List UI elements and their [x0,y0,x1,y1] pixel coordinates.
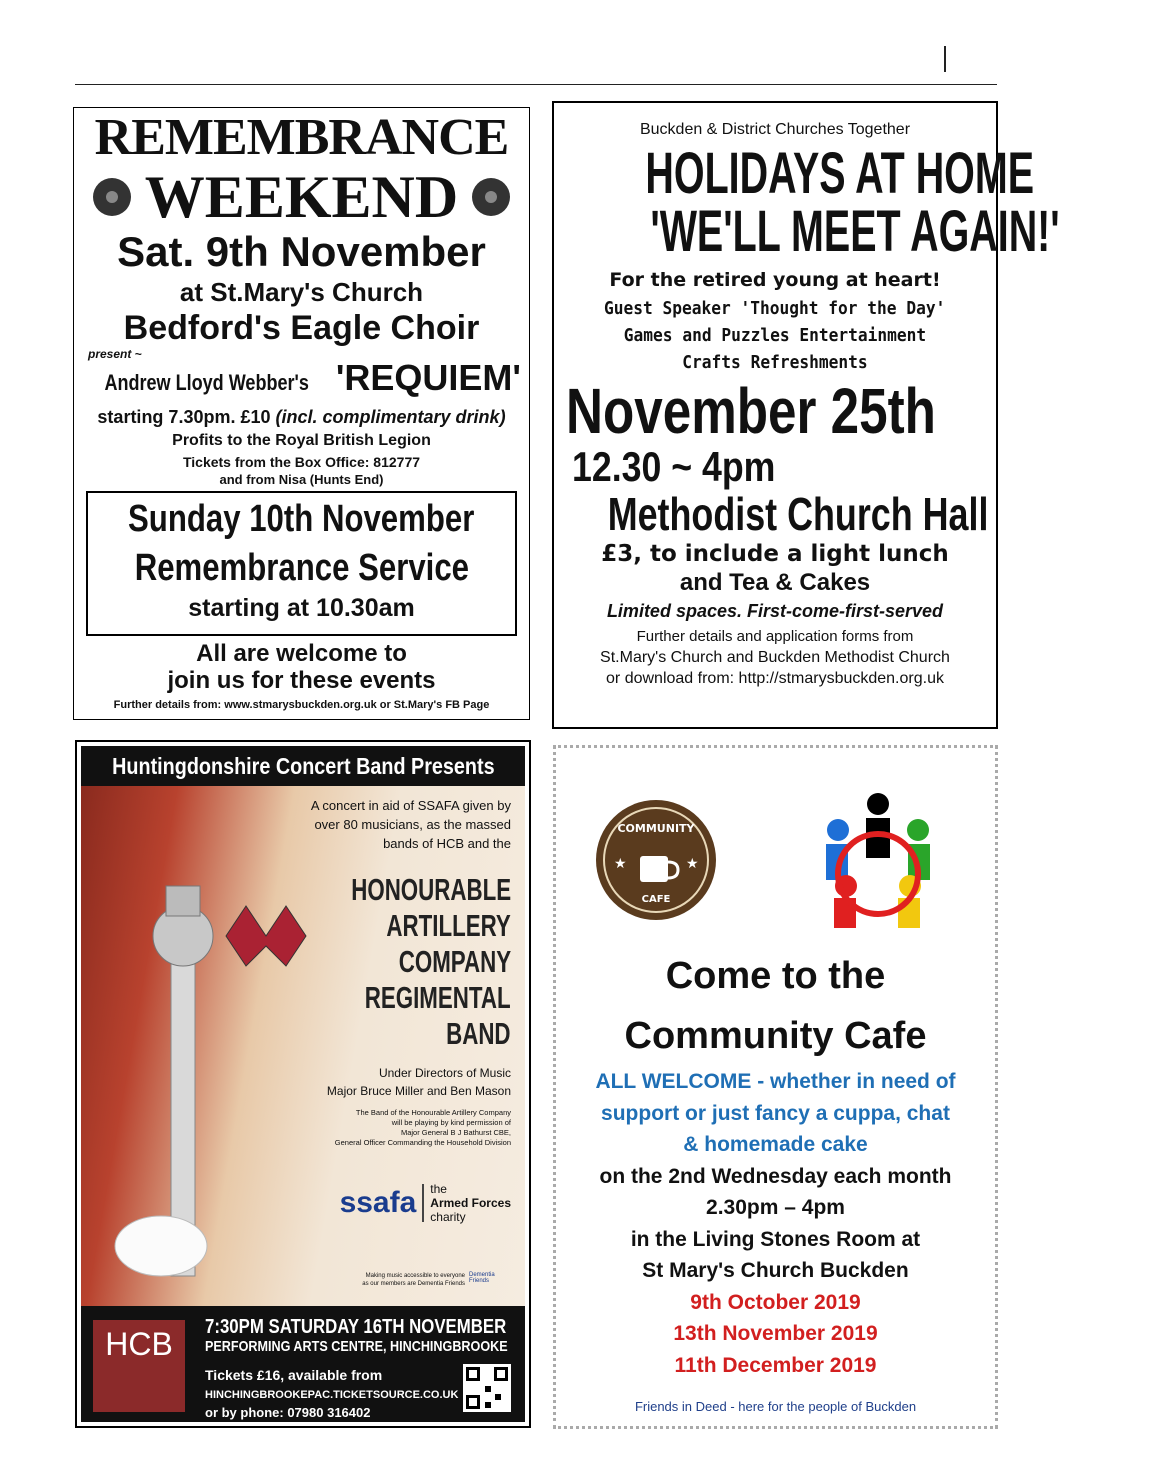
holidays-poster [552,101,1060,729]
ssafa-sub-3: charity [430,1210,466,1224]
meeting-time: 2.30pm – 4pm [706,1196,845,1219]
ssafa-sub-1: the [430,1182,447,1196]
weekend-row [74,166,529,228]
requiem-line [74,357,529,404]
ssafa-logo [340,1182,511,1224]
welcome-line-2: join us for these events [167,667,436,694]
drink-note: (incl. complimentary drink) [275,407,506,427]
cafe-heading-2: Community Cafe [624,1015,927,1057]
concert-title: Huntingdonshire Concert Band Presents [81,746,525,786]
sunday-date: Sunday 10th November [128,498,475,540]
band-name-5: BAND [446,1016,511,1051]
band-name-1: HONOURABLE [351,872,511,907]
hcb-logo: HCB [93,1320,185,1412]
present-label: present ~ [88,347,142,361]
cafe-footer: Friends in Deed - here for the people of Buckden [634,1399,917,1414]
composer: Andrew Lloyd Webber's [104,370,309,395]
welcome-line-2: support or just fancy a cuppa, chat [601,1101,950,1125]
service-name: Remembrance Service [134,547,469,589]
remembrance-title: REMEMBRANCE [94,109,509,166]
sunday-service-box [86,491,517,636]
tickets-url[interactable]: HINCHINGBROOKEPAC.TICKETSOURCE.CO.UK [205,1389,459,1401]
band-photo [81,786,525,1306]
remembrance-poster [73,107,530,720]
weekend-title: WEEKEND [144,164,459,230]
date-december: 11th December 2019 [674,1353,877,1377]
further-3: or download from: http://stmarysbuckden.org.uk [606,670,944,687]
date-october: 9th October 2019 [690,1290,861,1314]
community-cafe-logo [594,798,718,922]
service-time: starting at 10.30am [188,594,415,622]
further-details: Further details from: www.stmarysbuckden.org.uk or St.Mary's FB Page [113,699,490,711]
concert-poster [75,740,531,1428]
directors-1: Under Directors of Music [378,1066,511,1080]
start-price: starting 7.30pm. £10 [97,407,271,427]
activities-line-2: Games and Puzzles Entertainment [623,325,927,346]
concert-venue: PERFORMING ARTS CENTRE, HINCHINGBROOKE [205,1338,508,1355]
permission-2: will be playing by kind permission of [391,1118,511,1127]
tickets-phone: or by phone: 07980 316402 [205,1405,371,1420]
welcome-line-1: All are welcome to [196,640,407,667]
dementia-1: Making music accessible to everyone [365,1273,465,1279]
further-2: St.Mary's Church and Buckden Methodist Church [600,649,950,666]
box-office: Tickets from the Box Office: 812777 [182,454,421,470]
concert-datetime: 7:30PM SATURDAY 16TH NOVEMBER [205,1316,507,1338]
logo-top-text: COMMUNITY [617,822,695,835]
tagline: For the retired young at heart! [609,269,941,291]
event-venue: Methodist Church Hall [607,488,989,540]
qr-code-icon[interactable] [463,1364,511,1412]
intro-3: bands of HCB and the [383,836,511,851]
activities-line-1: Guest Speaker 'Thought for the Day' [604,298,946,319]
welcome-line-1: ALL WELCOME - whether in need of [595,1070,956,1093]
dementia-friends-badge: Dementia Friends [469,1272,495,1284]
welcome-line-3: & homemade cake [683,1133,868,1156]
activities-line-3: Crafts Refreshments [682,352,868,373]
tea-cakes: and Tea & Cakes [679,569,871,596]
intro-2: over 80 musicians, as the massed [314,817,511,832]
permission-3: Major General B J Bathurst CBE, [400,1128,511,1137]
poppy-icon [472,178,510,216]
meeting-room: in the Living Stones Room at [630,1227,921,1251]
date-november: 13th November 2019 [673,1322,878,1345]
venue: at St.Mary's Church [179,277,424,307]
limited-spaces: Limited spaces. First-come-first-served [606,601,944,621]
event-time: 12.30 ~ 4pm [572,443,776,490]
nisa: and from Nisa (Hunts End) [219,472,384,487]
choir-name: Bedford's Eagle Choir [123,309,480,347]
cafe-heading-1: Come to the [665,955,886,997]
intro-1: A concert in aid of SSAFA given by [310,798,511,813]
price: £3, to include a light lunch [601,541,949,567]
permission-1: The Band of the Honourable Artillery Company [355,1108,511,1117]
permission-4: General Officer Commanding the Household Division [334,1138,511,1147]
dementia-2: as our members are Dementia Friends [362,1281,465,1287]
meet-again-title: 'WE'LL MEET AGAIN!' [650,199,1060,264]
band-name-2: ARTILLERY [386,908,511,943]
poppy-icon [93,178,131,216]
header-tick [944,46,946,72]
band-name-4: REGIMENTAL [365,980,511,1015]
band-name-3: COMPANY [398,944,511,979]
directors-2: Major Bruce Miller and Ben Mason [326,1084,511,1098]
event-date: November 25th [566,375,936,447]
logo-bottom-text: CAFE [641,894,671,905]
ssafa-sub-2: Armed Forces [430,1196,511,1210]
further-1: Further details and application forms from [636,628,914,645]
ssafa-wordmark: ssafa [339,1186,417,1219]
svg-text:★: ★ [614,856,627,872]
profits: Profits to the Royal British Legion [172,432,431,449]
svg-text:★: ★ [686,856,699,872]
concert-footer [81,1306,525,1422]
header-rule [75,84,997,85]
organisation: Buckden & District Churches Together [639,121,911,138]
meeting-frequency: on the 2nd Wednesday each month [599,1164,952,1188]
saturday-date: Sat. 9th November [117,228,486,275]
community-cafe-poster [553,745,998,1429]
start-time-price [74,404,529,430]
meeting-church: St Mary's Church Buckden [642,1259,909,1282]
holidays-title: HOLIDAYS AT HOME [645,141,1035,206]
tickets-price: Tickets £16, available from [205,1367,383,1383]
requiem-title: 'REQUIEM' [335,357,521,398]
people-circle-icon [806,790,950,930]
